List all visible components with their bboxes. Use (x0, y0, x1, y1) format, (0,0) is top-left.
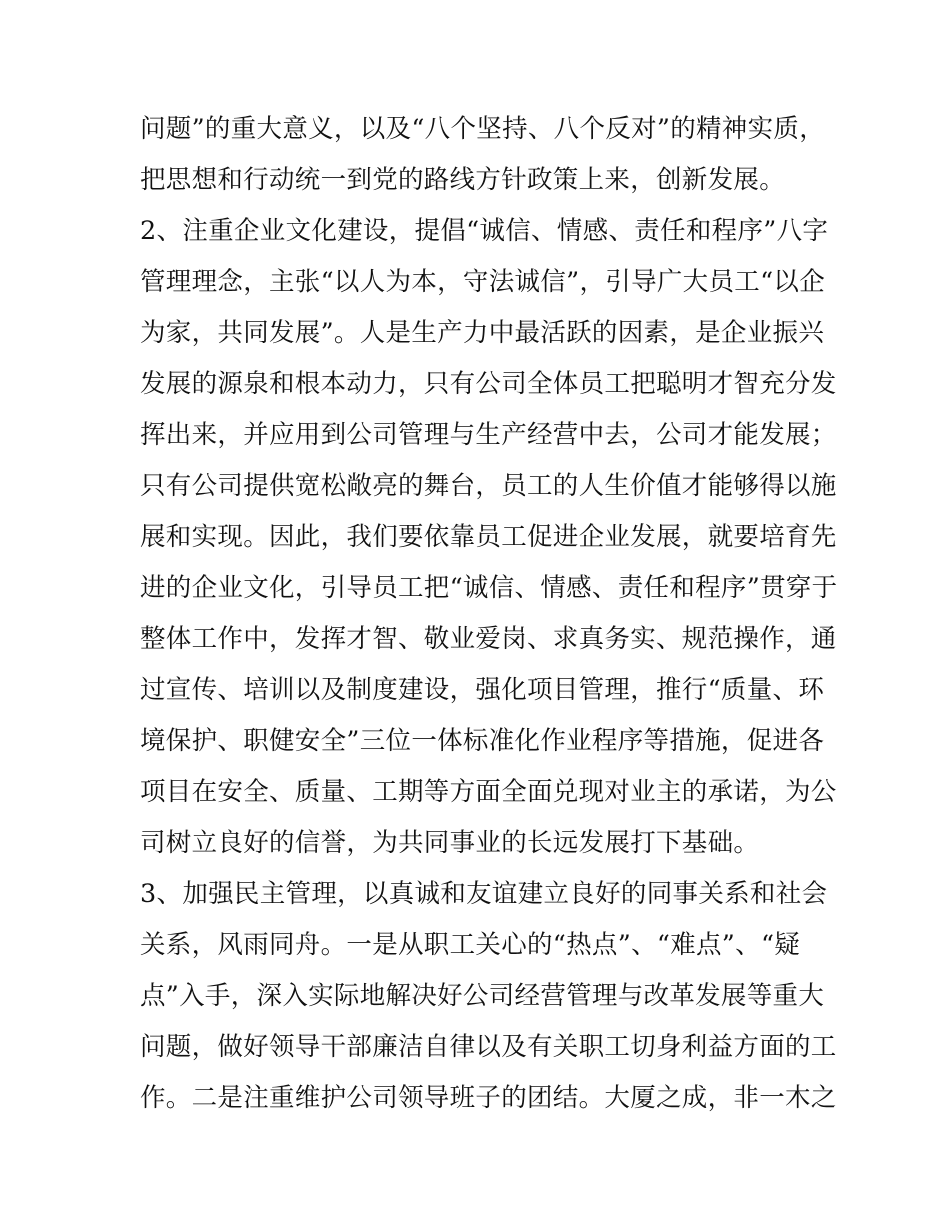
text-line: 点”入手，深入实际地解决好公司经营管理与改革发展等重大 (140, 981, 825, 1011)
text-line: 展和实现。因此，我们要依靠员工促进企业发展，就要培育先 (140, 522, 837, 552)
text-line: 项目在安全、质量、工期等方面全面兑现对业主的承诺，为公 (140, 777, 837, 807)
text-line: 问题，做好领导干部廉洁自律以及有关职工切身利益方面的工 (140, 1032, 837, 1062)
text-line: 为家，共同发展”。人是生产力中最活跃的因素，是企业振兴 (140, 318, 825, 348)
text-line: 过宣传、培训以及制度建设，强化项目管理，推行“质量、环 (140, 675, 825, 705)
text-line: 3、加强民主管理，以真诚和友谊建立良好的同事关系和社会 (140, 879, 828, 909)
text-line: 把思想和行动统一到党的路线方针政策上来，创新发展。 (140, 165, 786, 195)
body-text (140, 104, 838, 1124)
text-line: 挥出来，并应用到公司管理与生产经营中去，公司才能发展； (140, 420, 837, 450)
text-line: 整体工作中，发挥才智、敬业爱岗、求真务实、规范操作，通 (140, 624, 837, 654)
text-line: 司树立良好的信誉，为共同事业的长远发展打下基础。 (140, 828, 760, 858)
text-line: 作。二是注重维护公司领导班子的团结。大厦之成，非一木之 (140, 1083, 837, 1113)
text-line: 2、注重企业文化建设，提倡“诚信、情感、责任和程序”八字 (140, 216, 829, 246)
text-line: 关系，风雨同舟。一是从职工关心的“热点”、“难点”、“疑 (140, 930, 801, 960)
text-line: 发展的源泉和根本动力，只有公司全体员工把聪明才智充分发 (140, 369, 837, 399)
text-line: 境保护、职健安全”三位一体标准化作业程序等措施，促进各 (140, 726, 825, 756)
text-line: 问题”的重大意义，以及“八个坚持、八个反对”的精神实质， (140, 114, 826, 144)
text-line: 进的企业文化，引导员工把“诚信、情感、责任和程序”贯穿于 (140, 573, 838, 603)
text-line: 只有公司提供宽松敞亮的舞台，员工的人生价值才能够得以施 (140, 471, 837, 501)
text-line: 管理理念，主张“以人为本，守法诚信”，引导广大员工“以企 (140, 267, 826, 297)
